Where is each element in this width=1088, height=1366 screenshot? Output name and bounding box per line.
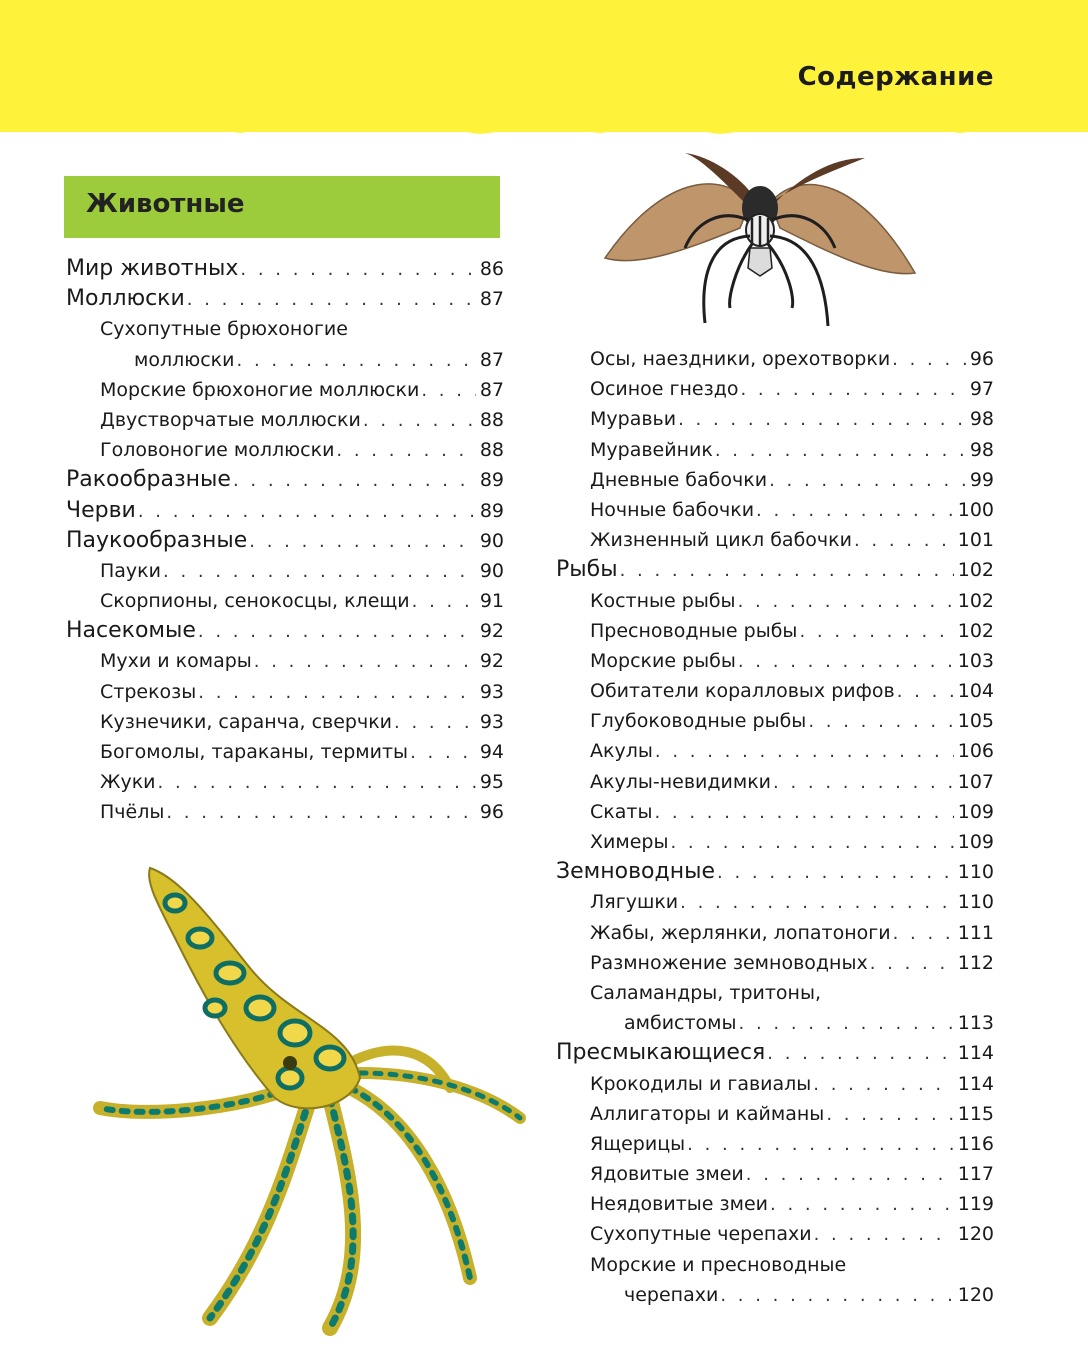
dot-leader (720, 1281, 953, 1311)
toc-page-number: 120 (957, 1283, 994, 1306)
toc-entry (66, 405, 504, 435)
dot-leader (854, 526, 954, 556)
toc-page-number: 96 (479, 801, 504, 824)
dot-leader (738, 587, 954, 617)
toc-page-number: 110 (957, 891, 994, 914)
toc-entry-title: Головоногие моллюски (100, 439, 335, 462)
toc-entry (556, 616, 994, 646)
toc-page-number: 98 (969, 408, 994, 431)
toc-left-column (66, 254, 504, 828)
toc-entry-title: Глубоководные рыбы (590, 710, 807, 733)
toc-entry-title: Акулы (590, 740, 653, 763)
toc-page-number: 90 (479, 529, 504, 552)
dot-leader (826, 1100, 953, 1130)
toc-entry (66, 767, 504, 797)
toc-page-number: 95 (479, 771, 504, 794)
toc-entry (556, 1189, 994, 1219)
toc-entry (66, 707, 504, 737)
toc-entry-title: Морские рыбы (590, 649, 736, 672)
toc-entry (556, 435, 994, 465)
section-banner (64, 176, 500, 238)
dot-leader (739, 1009, 954, 1039)
torn-edge (0, 100, 1088, 140)
toc-entry-title: Размножение земноводных (590, 951, 868, 974)
toc-entry (556, 767, 994, 797)
toc-page-number: 99 (969, 468, 994, 491)
toc-entry-title: Черви (66, 497, 136, 523)
toc-entry (556, 374, 994, 404)
toc-entry-title: Жуки (100, 771, 156, 794)
toc-page-number: 106 (957, 740, 994, 763)
toc-page-number: 102 (957, 589, 994, 612)
toc-page-number: 114 (957, 1042, 994, 1065)
toc-page-number: 107 (957, 770, 994, 793)
dot-leader (892, 345, 966, 375)
toc-entry-title: Пчёлы (100, 801, 165, 824)
toc-entry-title: Кузнечики, саранча, сверчки (100, 710, 393, 733)
dot-leader (715, 436, 966, 466)
dot-leader (163, 557, 476, 587)
toc-entry (556, 736, 994, 766)
toc-page-number: 113 (957, 1012, 994, 1035)
dot-leader (769, 466, 966, 496)
toc-page-number: 111 (957, 921, 994, 944)
section-title: Животные (86, 189, 245, 219)
toc-entry-title: Паукообразные (66, 527, 248, 553)
toc-page-number: 93 (479, 680, 504, 703)
dot-leader (808, 707, 953, 737)
toc-entry (556, 555, 994, 585)
toc-page-number: 87 (479, 288, 504, 311)
toc-entry (556, 918, 994, 948)
toc-page-number: 104 (957, 680, 994, 703)
page-title: Содержание (797, 62, 994, 92)
toc-page-number: 110 (957, 861, 994, 884)
toc-page-number: 92 (479, 620, 504, 643)
toc-entry-title: Костные рыбы (590, 589, 736, 612)
dot-leader (893, 919, 954, 949)
toc-page-number: 94 (479, 741, 504, 763)
toc-entry (66, 737, 504, 767)
toc-entry (556, 1099, 994, 1129)
dot-leader (655, 737, 954, 767)
toc-entry (556, 404, 994, 434)
toc-entry (66, 465, 504, 495)
toc-entry-title: Обитатели коралловых рифов (590, 680, 895, 703)
toc-page-number: 88 (479, 439, 504, 462)
toc-entry (556, 1129, 994, 1159)
toc-entry-title: Стрекозы (100, 680, 197, 703)
dot-leader (770, 1190, 954, 1220)
toc-page-number: 119 (957, 1193, 994, 1216)
toc-page-number: 101 (957, 529, 994, 552)
toc-page-number: 86 (479, 258, 504, 280)
toc-entry (556, 465, 994, 495)
toc-entry-title: Химеры (590, 831, 669, 853)
toc-page-number: 97 (969, 378, 994, 401)
dot-leader (897, 677, 954, 707)
toc-right-column (556, 344, 994, 1310)
dot-leader (654, 798, 953, 828)
toc-entry (556, 1008, 994, 1038)
toc-page-number: 120 (957, 1223, 994, 1246)
toc-entry (66, 435, 504, 465)
dot-leader (620, 556, 954, 586)
toc-entry-title: Дневные бабочки (590, 468, 768, 491)
beetle-illustration (600, 148, 920, 328)
toc-entry-title: Мир животных (66, 256, 239, 281)
toc-entry-title: Насекомые (66, 618, 196, 644)
toc-page-number: 116 (957, 1132, 994, 1155)
toc-page-number: 117 (957, 1163, 994, 1186)
toc-page-number: 115 (957, 1102, 994, 1125)
dot-leader (678, 405, 966, 435)
toc-entry-title: Скорпионы, сенокосцы, клещи (100, 590, 410, 613)
toc-page-number: 109 (957, 831, 994, 853)
toc-entry-title: Саламандры, тритоны, (590, 981, 822, 1004)
dot-leader (421, 376, 475, 406)
toc-entry (66, 284, 504, 314)
toc-entry-title: Муравейник (590, 438, 713, 461)
toc-entry (556, 827, 994, 857)
toc-page-number: 96 (969, 348, 994, 370)
dot-leader (756, 496, 954, 526)
dot-leader (680, 888, 954, 918)
toc-entry-title: Жизненный цикл бабочки (590, 529, 852, 552)
toc-entry (556, 797, 994, 827)
toc-entry (556, 646, 994, 676)
toc-page-number: 105 (957, 710, 994, 733)
toc-entry-title: Ракообразные (66, 467, 231, 493)
toc-entry (556, 1280, 994, 1310)
dot-leader (813, 1070, 953, 1100)
octopus-illustration (90, 858, 530, 1338)
toc-page-number: 109 (957, 800, 994, 823)
toc-entry-title: Двустворчатые моллюски (100, 408, 361, 431)
toc-entry (66, 556, 504, 586)
toc-entry (556, 525, 994, 555)
dot-leader (767, 1039, 953, 1069)
toc-entry (66, 254, 504, 284)
toc-entry (556, 948, 994, 978)
toc-entry (66, 314, 504, 344)
toc-entry (66, 526, 504, 556)
dot-leader (814, 1220, 954, 1250)
toc-page-number: 88 (479, 408, 504, 431)
dot-leader (336, 436, 475, 466)
dot-leader (198, 678, 476, 708)
toc-page-number: 103 (957, 649, 994, 672)
toc-page-number: 112 (957, 951, 994, 974)
toc-entry (556, 344, 994, 374)
toc-entry-title: Пресноводные рыбы (590, 619, 798, 642)
toc-entry-title: Богомолы, тараканы, термиты (100, 741, 409, 763)
toc-page-number: 87 (479, 348, 504, 371)
toc-entry-title: Ночные бабочки (590, 498, 755, 521)
dot-leader (410, 738, 476, 768)
dot-leader (254, 647, 476, 677)
toc-entry (556, 857, 994, 887)
toc-entry (556, 1219, 994, 1249)
toc-page-number: 98 (969, 438, 994, 461)
toc-entry (556, 1250, 994, 1280)
dot-leader (746, 1160, 954, 1190)
dot-leader (249, 527, 476, 557)
toc-entry-title: Аллигаторы и кайманы (590, 1102, 825, 1125)
toc-page-number: 114 (957, 1072, 994, 1095)
toc-entry-title: Лягушки (590, 891, 679, 914)
toc-entry (66, 797, 504, 827)
toc-entry-title: Акулы-невидимки (590, 770, 772, 793)
toc-page-number: 102 (957, 619, 994, 642)
toc-entry-title: Рыбы (556, 557, 618, 583)
dot-leader (363, 406, 476, 436)
dot-leader (738, 647, 954, 677)
toc-entry (556, 586, 994, 616)
dot-leader (394, 708, 476, 738)
toc-entry-title: Мухи и комары (100, 650, 252, 673)
toc-entry-title: Сухопутные брюхоногие (100, 318, 348, 341)
toc-entry-title: Земноводные (556, 859, 716, 885)
toc-entry (556, 706, 994, 736)
dot-leader (799, 617, 953, 647)
toc-entry (556, 978, 994, 1008)
dot-leader (187, 285, 476, 315)
dot-leader (198, 617, 476, 647)
toc-entry (66, 646, 504, 676)
toc-entry (66, 496, 504, 526)
dot-leader (233, 466, 476, 496)
toc-entry (556, 1038, 994, 1068)
dot-leader (773, 768, 954, 798)
dot-leader (687, 1130, 954, 1160)
toc-entry (556, 1069, 994, 1099)
toc-entry-title: Крокодилы и гавиалы (590, 1072, 812, 1095)
toc-entry-title: Морские и пресноводные (590, 1253, 847, 1276)
dot-leader (412, 587, 476, 617)
toc-entry-title: моллюски (134, 348, 235, 371)
dot-leader (158, 768, 476, 798)
toc-entry-title: Пресмыкающиеся (556, 1040, 766, 1066)
toc-entry-title: Осы, наездники, орехотворки (590, 348, 891, 370)
toc-page-number: 102 (957, 559, 994, 582)
toc-entry-title: Жабы, жерлянки, лопатоноги (590, 921, 891, 944)
dot-leader (670, 828, 953, 858)
toc-entry (556, 676, 994, 706)
header-band (0, 0, 1088, 132)
toc-entry-title: амбистомы (624, 1012, 737, 1035)
toc-entry-title: Сухопутные черепахи (590, 1223, 812, 1246)
toc-page-number: 89 (479, 499, 504, 522)
toc-page-number: 87 (479, 378, 504, 401)
toc-entry-title: Ящерицы (590, 1132, 686, 1155)
toc-entry-title: Морские брюхоногие моллюски (100, 378, 420, 401)
toc-page-number: 100 (957, 498, 994, 521)
toc-page-number: 91 (479, 590, 504, 613)
toc-entry (66, 586, 504, 616)
dot-leader (166, 798, 475, 828)
toc-entry (556, 495, 994, 525)
dot-leader (240, 255, 475, 285)
toc-page-number: 93 (479, 710, 504, 733)
dot-leader (717, 858, 954, 888)
toc-entry (66, 375, 504, 405)
dot-leader (870, 949, 954, 979)
toc-page-number: 89 (479, 469, 504, 492)
toc-page-number: 92 (479, 650, 504, 673)
toc-entry-title: Ядовитые змеи (590, 1163, 744, 1186)
toc-page-number: 90 (479, 559, 504, 582)
toc-entry (556, 887, 994, 917)
toc-entry-title: Моллюски (66, 286, 185, 312)
dot-leader (740, 375, 965, 405)
toc-entry-title: Осиное гнездо (590, 378, 739, 401)
toc-entry-title: Неядовитые змеи (590, 1193, 768, 1216)
toc-entry-title: черепахи (624, 1283, 719, 1306)
dot-leader (237, 346, 476, 376)
toc-entry (66, 616, 504, 646)
toc-entry (66, 345, 504, 375)
toc-entry (556, 1159, 994, 1189)
toc-entry-title: Муравьи (590, 408, 677, 431)
toc-entry-title: Пауки (100, 559, 161, 582)
toc-entry-title: Скаты (590, 800, 653, 823)
toc-entry (66, 677, 504, 707)
dot-leader (138, 497, 476, 527)
